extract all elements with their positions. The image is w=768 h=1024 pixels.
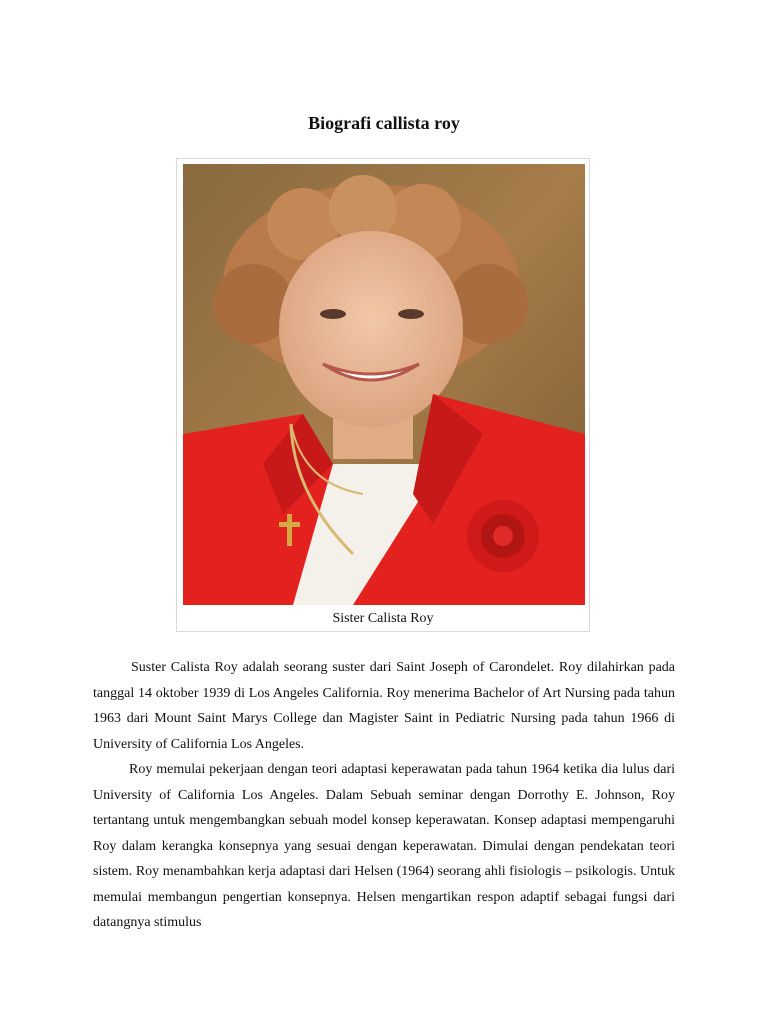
- portrait-figure: [176, 158, 590, 632]
- figure-caption: Sister Calista Roy: [332, 611, 434, 626]
- paragraph-1: Suster Calista Roy adalah seorang suster dari Saint Joseph of Carondelet. Roy dilahirkan pada tanggal 14 oktober 1939 di Los Angeles California. Roy menerima Bachelor of Art Nursing pada tahun 1963 dari Mount Saint Marys College dan Magister Saint in Pediatric Nursing pada tahun 1966 di University of California Los Angeles.: [93, 660, 675, 752]
- paragraph-2: Roy memulai pekerjaan dengan teori adaptasi keperawatan pada tahun 1964 ketika dia lulus dari University of California Los Angeles. Dalam Sebuah seminar dengan Dorrothy E. Johnson, Roy tertantang untuk mengembangkan sebuah model konsep keperawatan. Konsep adaptasi mempengaruhi Roy dalam kerangka konsepnya yang sesuai dengan keperawatan. Dimulai dengan pendekatan teori sistem. Roy menambahkan kerja adaptasi dari Helsen (1964) seorang ahli fisiologis – psikologis. Untuk memulai membangun pengertian konsepnya. Helsen mengartikan respon adaptif sebagai fungsi dari datangnya stimulus: [93, 762, 675, 930]
- document-title: Biografi callista roy: [308, 113, 460, 133]
- portrait-photo: [183, 164, 585, 605]
- body-text: [93, 655, 675, 936]
